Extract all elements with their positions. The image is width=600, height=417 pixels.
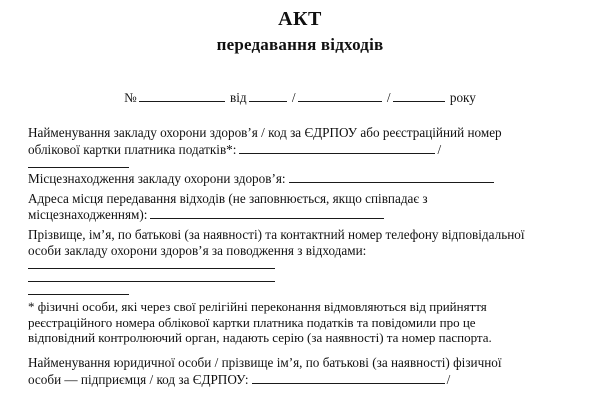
- date-day-field[interactable]: [249, 89, 287, 102]
- year-label: року: [449, 90, 476, 105]
- facility-location-label: Місцезнаходження закладу охорони здоров’я:: [28, 171, 286, 187]
- facility-code-trailing-slash: /: [437, 141, 442, 157]
- spacer: [28, 157, 572, 167]
- page-subtitle: передавання відходів: [216, 35, 384, 54]
- number-label: №: [124, 90, 137, 105]
- facility-code-field[interactable]: [239, 141, 435, 154]
- page-title: АКТ: [278, 8, 322, 30]
- facility-location-line: [28, 170, 572, 187]
- date-separator-1: /: [291, 90, 296, 105]
- spacer: [28, 269, 572, 281]
- waste-address-field[interactable]: [150, 206, 384, 219]
- facility-location-field[interactable]: [289, 170, 494, 183]
- facility-name-line-2: [28, 141, 572, 158]
- footnote-line-2: реєстраційного номера облікової картки платника податків та повідомили про це: [28, 314, 476, 330]
- facility-name-line-1: Найменування закладу охорони здоров’я / код за ЄДРПОУ або реєстраційний номер: [28, 125, 502, 140]
- footnote-line-1: * фізичні особи, які через свої релігійні переконання відмовляються від прийняття: [28, 299, 487, 315]
- date-year-field[interactable]: [393, 89, 445, 102]
- spacer: [28, 258, 572, 268]
- from-label: від: [230, 90, 247, 105]
- document-number-field[interactable]: [139, 89, 225, 102]
- waste-address-line-2: [28, 206, 572, 223]
- receiving-entity-trailing-slash: /: [446, 371, 451, 387]
- date-separator-2: /: [386, 90, 391, 105]
- receiving-entity-line-1: Найменування юридичної особи / прізвище ім’я, по батькові (за наявності) фізичної: [28, 355, 502, 371]
- responsible-person-line-1: Прізвище, ім’я, по батькові (за наявності) та контактний номер телефону відповідальної: [28, 226, 525, 242]
- spacer: [28, 345, 572, 355]
- facility-code-label: облікової картки платника податків*:: [28, 141, 237, 157]
- footnote-line-3: відповідний контролюючий орган, надають серію (за наявності) та номер паспорта.: [28, 329, 492, 345]
- receiving-entity-code-field[interactable]: [252, 371, 445, 384]
- responsible-person-line-2: особи закладу охорони здоров’я за поводження з відходами:: [28, 242, 367, 258]
- waste-address-line-1: Адреса місця передавання відходів (не заповнюється, якщо співпадає з: [28, 190, 428, 206]
- document-number-date-line: [0, 89, 600, 106]
- receiving-entity-code-label: особи — підприємця / код за ЄДРПОУ:: [28, 371, 249, 387]
- waste-address-label: місцезнаходженням):: [28, 207, 148, 223]
- receiving-entity-line-2: [28, 371, 572, 388]
- spacer: [28, 282, 572, 294]
- date-month-field[interactable]: [298, 89, 382, 102]
- document-body: [28, 125, 572, 388]
- title-block: [0, 0, 600, 56]
